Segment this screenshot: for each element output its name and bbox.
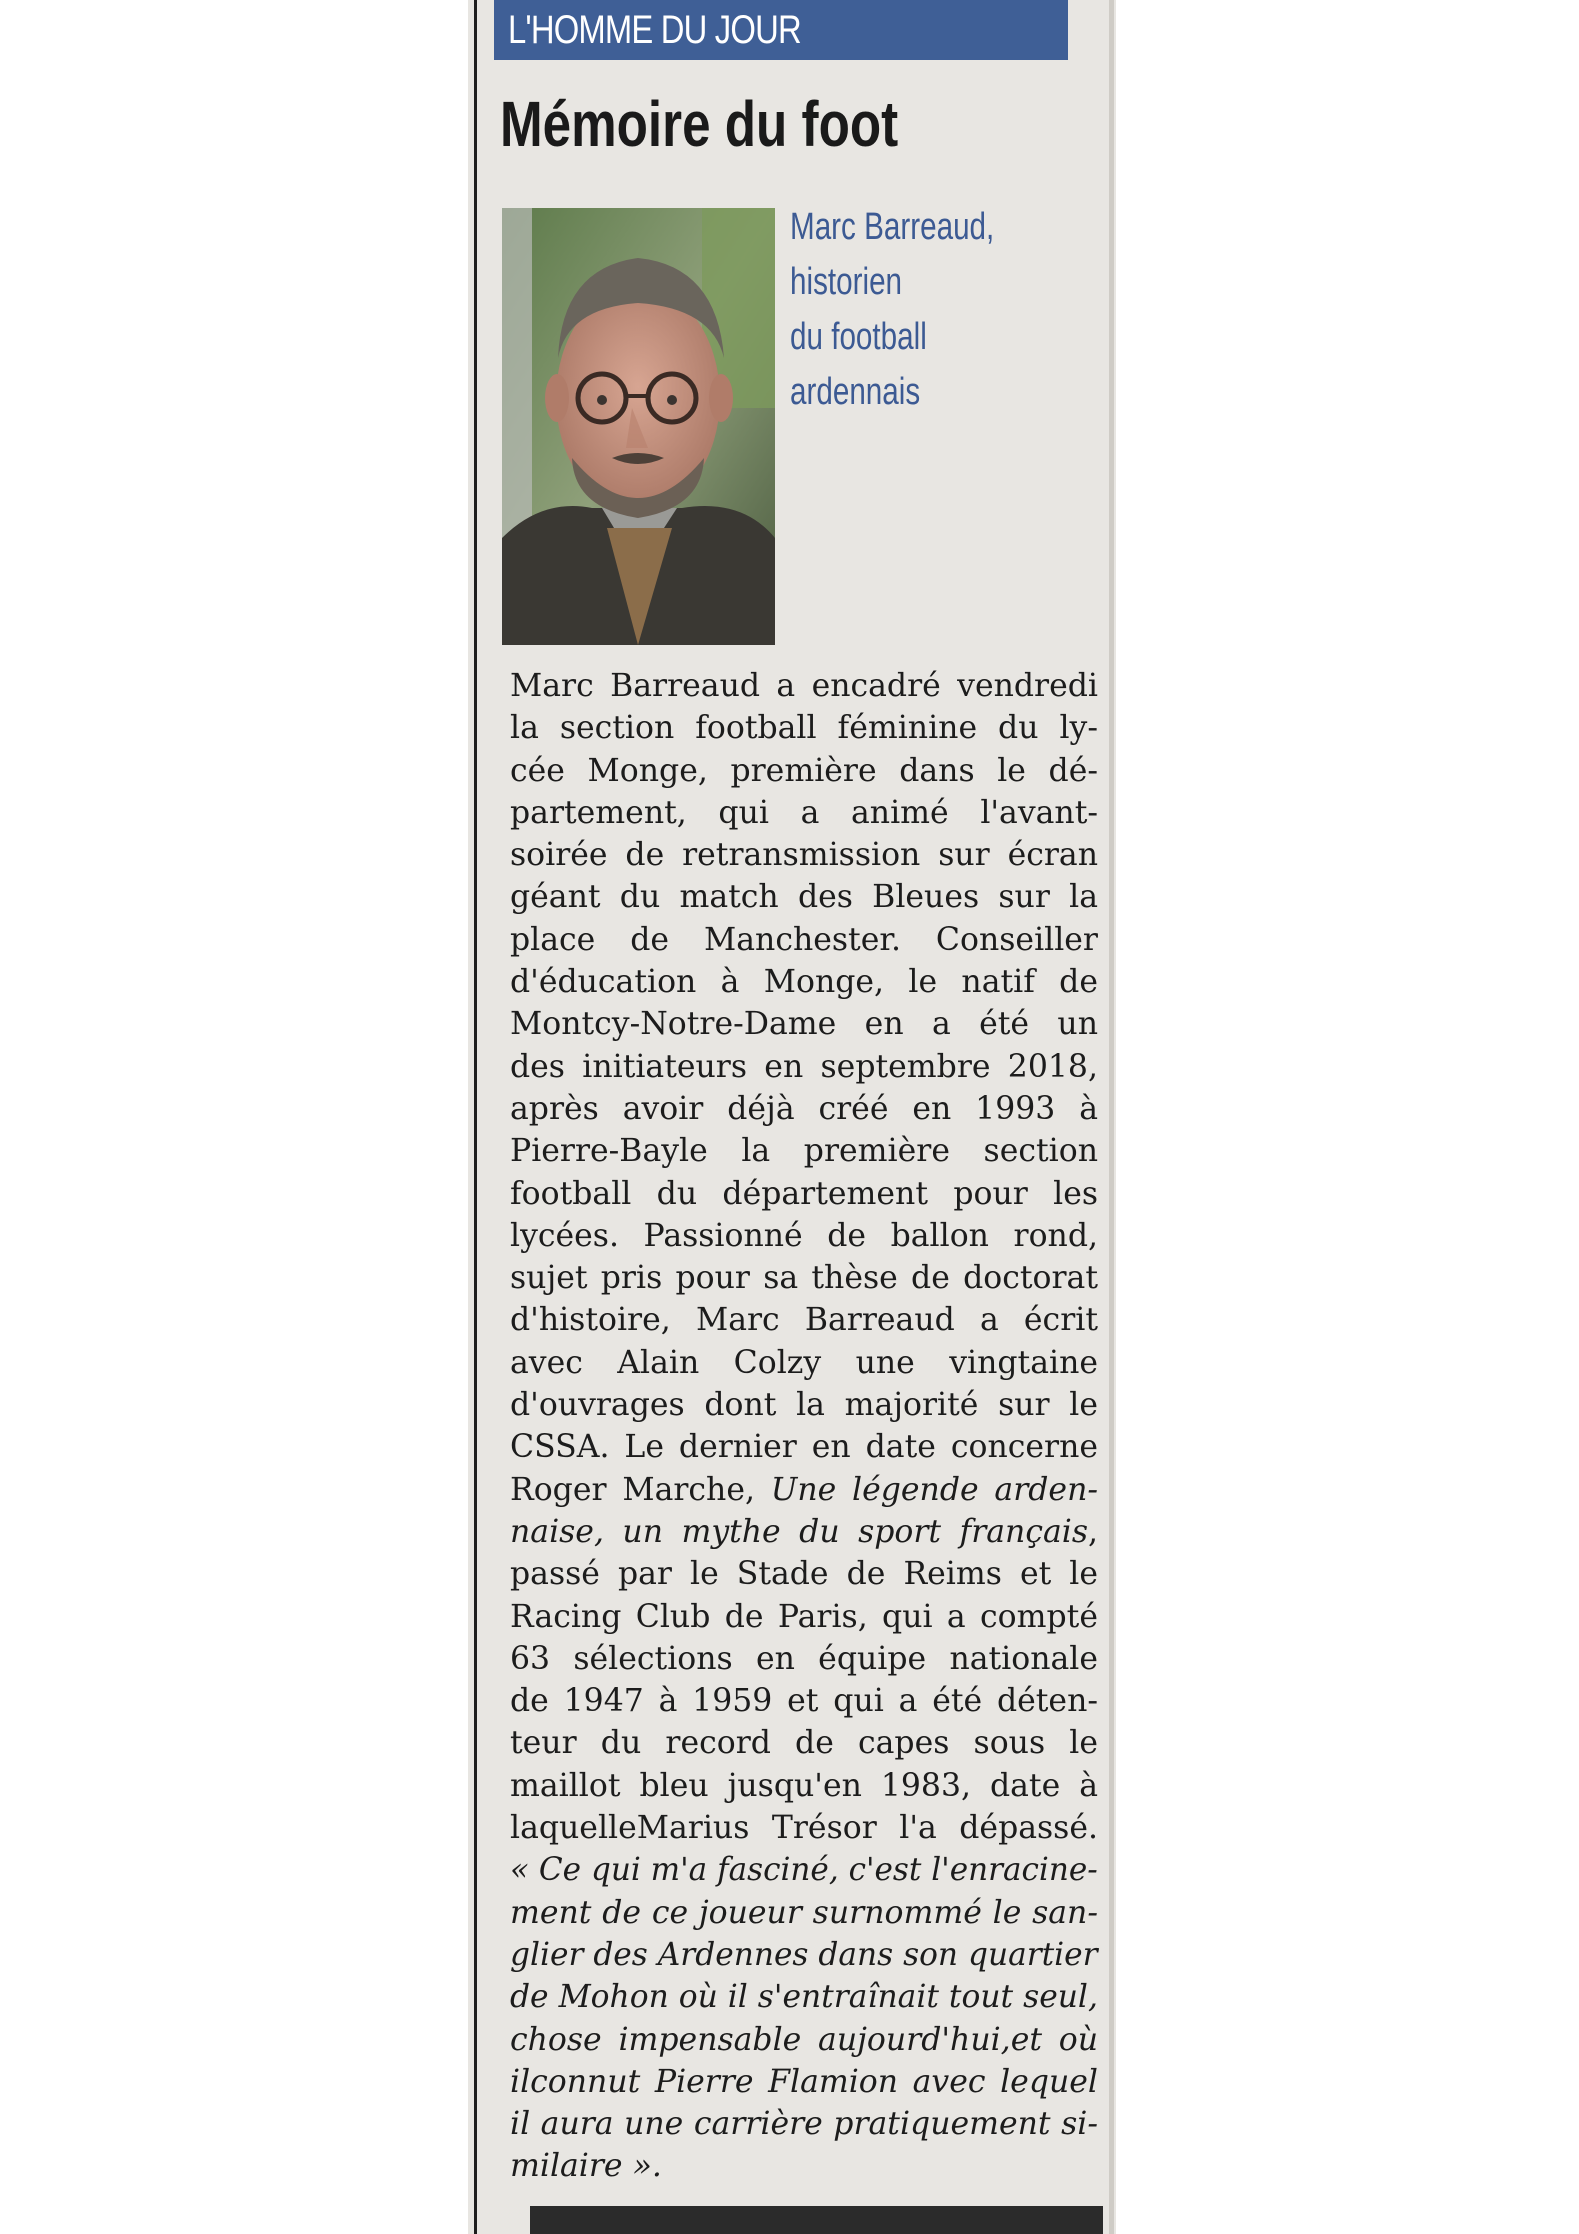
article-line — [510, 961, 1098, 1003]
article-line-segment: cée Monge, première dans le dé- — [510, 752, 1098, 789]
article-line — [510, 1426, 1098, 1468]
article-line-segment: ilconnut Pierre Flamion avec lequel — [510, 2063, 1098, 2100]
article-line-text — [510, 1046, 1098, 1088]
article-line — [510, 1046, 1098, 1088]
article-line-text — [510, 707, 1098, 749]
article-line-segment: naise, un mythe du sport français — [510, 1513, 1088, 1550]
article-line-segment: glier des Ardennes dans son quartier — [510, 1936, 1098, 1973]
article-line — [510, 1342, 1098, 1384]
article-line-text — [510, 1342, 1098, 1384]
article-line — [510, 1003, 1098, 1045]
caption-line: historien — [790, 261, 903, 303]
headline — [500, 84, 1100, 164]
column-rule-left — [474, 0, 477, 2234]
article-line-text — [510, 1088, 1098, 1130]
article-line-segment: après avoir déjà créé en 1993 à — [510, 1090, 1098, 1127]
article-line-text — [510, 1934, 1098, 1976]
article-line-text — [510, 961, 1098, 1003]
article-body — [510, 665, 1098, 2188]
caption-line: Marc Barreaud, — [790, 206, 995, 248]
article-line-segment: d'histoire, Marc Barreaud a écrit — [510, 1302, 1098, 1339]
article-line-text — [510, 1384, 1098, 1426]
article-line-segment: lycées. Passionné de ballon rond, — [510, 1217, 1098, 1254]
article-line-segment: Roger Marche, — [510, 1471, 771, 1508]
article-line — [510, 1173, 1098, 1215]
article-line-text — [510, 1596, 1098, 1638]
article-line-text — [510, 1638, 1098, 1680]
article-line-segment: partement, qui a animé l'avant- — [510, 794, 1098, 831]
article-line-text — [510, 876, 1098, 918]
portrait-illustration — [502, 208, 775, 645]
article-line — [510, 1849, 1098, 1891]
article-line-segment: maillot bleu jusqu'en 1983, date à — [510, 1767, 1098, 1804]
article-line — [510, 1807, 1098, 1849]
article-line-segment: géant du match des Bleues sur la — [510, 879, 1098, 916]
article-line-segment: d'ouvrages dont la majorité sur le — [510, 1387, 1098, 1424]
article-line-text — [510, 1849, 1098, 1891]
article-line-segment: milaire ». — [510, 2148, 662, 2185]
article-line-text — [510, 1469, 1098, 1511]
article-line-text — [510, 1511, 1098, 1553]
article-line-segment: CSSA. Le dernier en date concerne — [510, 1429, 1098, 1466]
article-line-segment: avec Alain Colzy une vingtaine — [510, 1344, 1098, 1381]
article-line-text — [510, 1553, 1098, 1595]
article-line-text — [510, 1215, 1098, 1257]
article-line-segment: Une légende arden- — [770, 1471, 1098, 1508]
article-line-text — [510, 665, 1098, 707]
article-line-segment: Marc Barreaud a encadré vendredi — [510, 668, 1098, 704]
section-kicker — [494, 0, 1068, 60]
article-line-segment: Montcy-Notre-Dame en a été un — [510, 1006, 1098, 1043]
article-line-text — [510, 834, 1098, 876]
article-line — [510, 707, 1098, 749]
article-line-segment: sujet pris pour sa thèse de doctorat — [510, 1260, 1098, 1297]
article-line — [510, 1638, 1098, 1680]
article-line-text — [510, 1130, 1098, 1172]
article-line — [510, 1215, 1098, 1257]
article-line-text — [510, 2103, 1098, 2145]
article-line — [510, 2145, 1098, 2187]
article-line-text — [510, 1257, 1098, 1299]
article-line — [510, 2103, 1098, 2145]
article-line — [510, 834, 1098, 876]
article-line-segment: de Mohon où il s'entraînait tout seul, — [510, 1979, 1098, 2016]
article-line-segment: des initiateurs en septembre 2018, — [510, 1048, 1098, 1085]
article-line-text — [510, 1426, 1098, 1468]
article-line-text — [510, 1765, 1098, 1807]
article-line — [510, 750, 1098, 792]
article-line-text — [510, 1722, 1098, 1764]
article-line — [510, 1088, 1098, 1130]
article-line-text — [510, 1299, 1098, 1341]
article-line-text — [510, 2145, 662, 2187]
article-line-segment: Pierre-Bayle la première section — [510, 1133, 1098, 1170]
article-line — [510, 1765, 1098, 1807]
article-line — [510, 1553, 1098, 1595]
article-line-segment: passé par le Stade de Reims et le — [510, 1556, 1098, 1593]
article-line-segment: chose impensable aujourd'hui,et où — [510, 2021, 1098, 2058]
article-line — [510, 1976, 1098, 2018]
article-line-text — [510, 1892, 1098, 1934]
article-line — [510, 1934, 1098, 1976]
article-line-text — [510, 1807, 1098, 1849]
caption-line: du football — [790, 316, 927, 358]
article-line-text — [510, 1680, 1098, 1722]
article-line — [510, 919, 1098, 961]
article-line-segment: il aura une carrière pratiquement si- — [510, 2106, 1098, 2143]
caption-line: ardennais — [790, 371, 921, 413]
article-line-text — [510, 1976, 1098, 2018]
section-kicker-label: L'HOMME DU JOUR — [508, 8, 801, 52]
article-line — [510, 2061, 1098, 2103]
article-line-segment: « Ce qui m'a fasciné, c'est l'enracine- — [510, 1852, 1098, 1889]
headline-text: Mémoire du foot — [500, 88, 899, 160]
article-line — [510, 1722, 1098, 1764]
photo-caption — [790, 200, 1030, 420]
article-line-segment: Racing Club de Paris, qui a compté — [510, 1598, 1098, 1635]
article-line — [510, 792, 1098, 834]
article-line-text — [510, 1173, 1098, 1215]
article-line-segment: de 1947 à 1959 et qui a été déten- — [510, 1683, 1098, 1720]
article-line-text — [510, 750, 1098, 792]
article-line — [510, 1680, 1098, 1722]
article-line-segment: ment de ce joueur surnommé le san- — [510, 1894, 1098, 1931]
article-line — [510, 1596, 1098, 1638]
article-line-text — [510, 1003, 1098, 1045]
article-line — [510, 1469, 1098, 1511]
bottom-rule — [530, 2206, 1103, 2234]
article-line-text — [510, 2061, 1098, 2103]
article-line — [510, 1299, 1098, 1341]
article-line — [510, 1892, 1098, 1934]
column-rule-right — [1109, 0, 1114, 2234]
article-line — [510, 1384, 1098, 1426]
article-line-segment: soirée de retransmission sur écran — [510, 837, 1098, 874]
article-line-text — [510, 792, 1098, 834]
article-line-text — [510, 919, 1098, 961]
article-line — [510, 1130, 1098, 1172]
article-line-segment: teur du record de capes sous le — [510, 1725, 1098, 1762]
article-line — [510, 665, 1098, 707]
article-line — [510, 1257, 1098, 1299]
portrait-photo — [502, 208, 775, 645]
article-line-segment: 63 sélections en équipe nationale — [510, 1640, 1098, 1677]
article-line — [510, 2019, 1098, 2061]
article-line-segment: place de Manchester. Conseiller — [510, 921, 1098, 958]
article-line — [510, 1511, 1098, 1553]
article-line — [510, 876, 1098, 918]
article-line-text — [510, 2019, 1098, 2061]
article-line-segment: laquelleMarius Trésor l'a dépassé. — [510, 1810, 1098, 1847]
article-line-segment: , — [1087, 1513, 1098, 1550]
article-line-segment: la section football féminine du ly- — [510, 710, 1098, 747]
article-line-segment: d'éducation à Monge, le natif de — [510, 964, 1098, 1001]
article-line-segment: football du département pour les — [510, 1175, 1098, 1212]
